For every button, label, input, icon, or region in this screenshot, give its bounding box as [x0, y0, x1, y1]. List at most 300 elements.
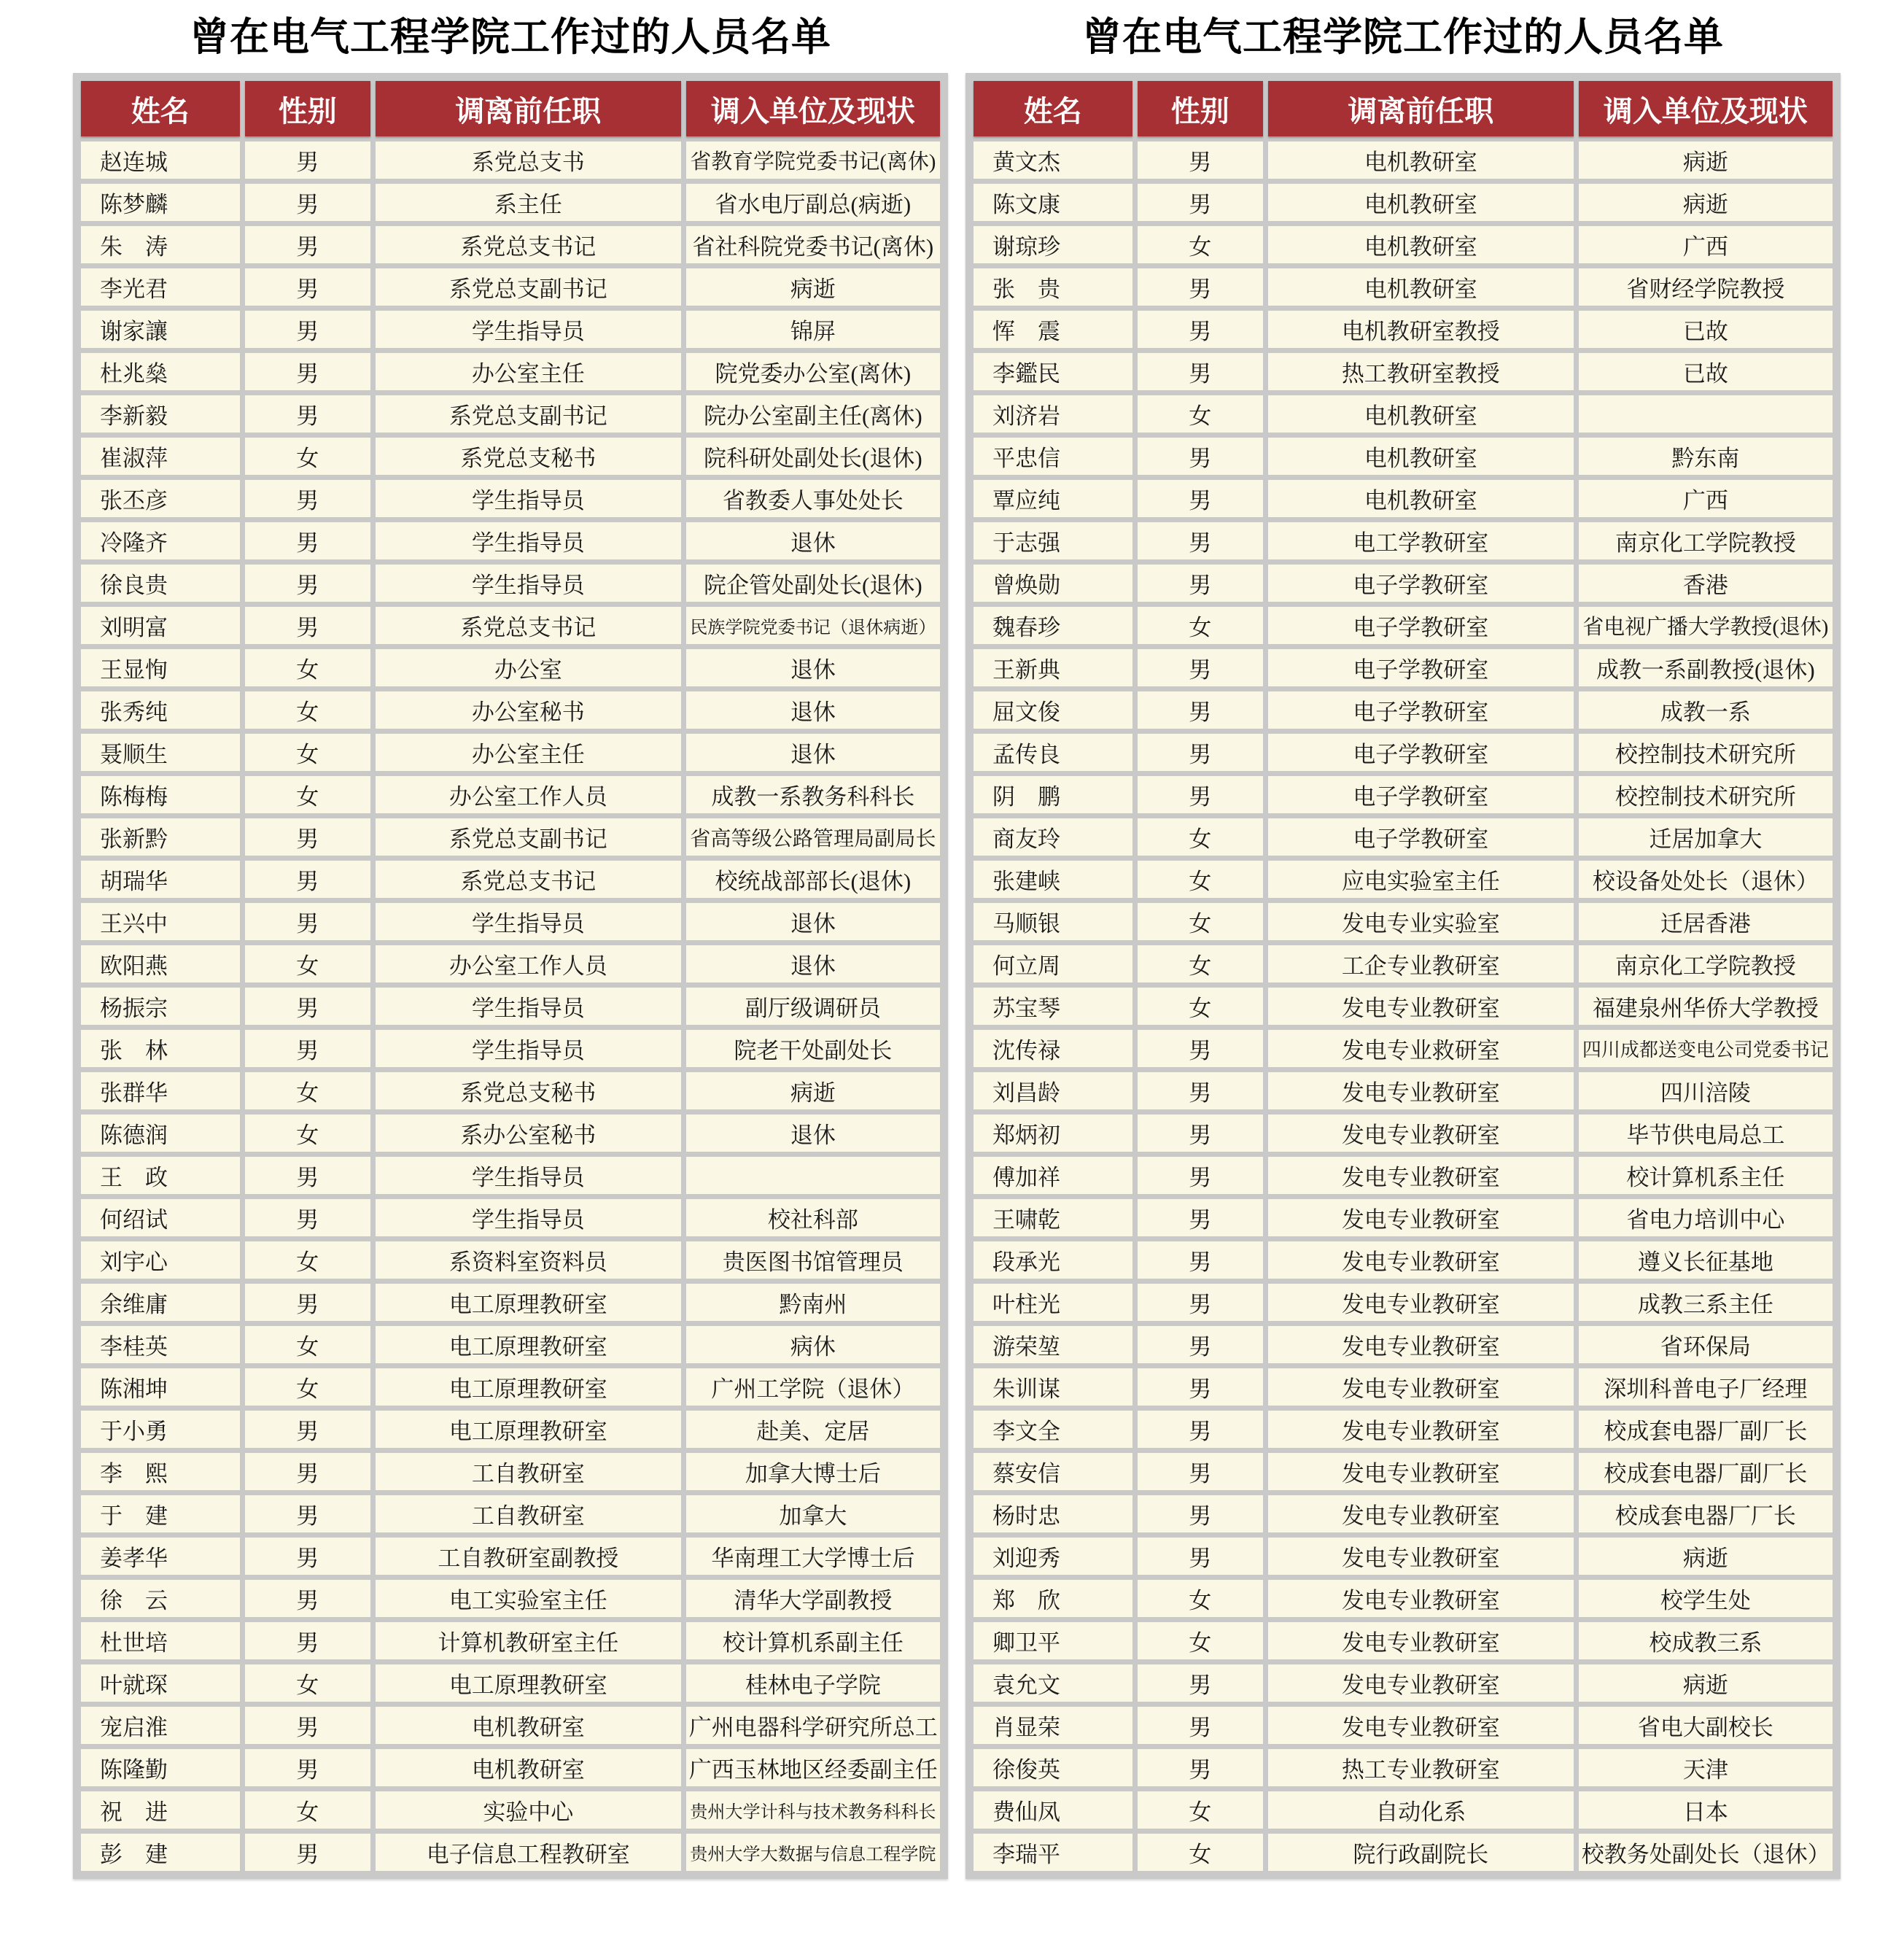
- cell: 王 政: [81, 1157, 240, 1194]
- cell: 男: [1138, 480, 1263, 517]
- table-row: [974, 1749, 1833, 1786]
- cell: 发电专业实验室: [1268, 903, 1574, 940]
- cell: 女: [245, 1664, 370, 1702]
- cell: 男: [245, 1157, 370, 1194]
- cell: 电机教研室: [376, 1749, 681, 1786]
- cell: 男: [245, 184, 370, 221]
- cell: 发电专业教研室: [1268, 1495, 1574, 1532]
- cell: 男: [1138, 776, 1263, 813]
- cell: 女: [245, 1326, 370, 1363]
- cell: 省社科院党委书记(离休): [686, 226, 940, 263]
- cell: 省电大副校长: [1579, 1707, 1833, 1744]
- table-row: [81, 1580, 940, 1617]
- cell: 热工专业教研室: [1268, 1749, 1574, 1786]
- cell: 贵医图书馆管理员: [686, 1241, 940, 1279]
- table-row: [81, 142, 940, 179]
- table-row: [81, 311, 940, 348]
- cell: 彭 建: [81, 1834, 240, 1871]
- cell: 屈文俊: [974, 691, 1132, 729]
- cell: 张 林: [81, 1030, 240, 1067]
- cell: 成教一系: [1579, 691, 1833, 729]
- cell: 发电专业教研室: [1268, 1580, 1574, 1617]
- cell: 郑 欣: [974, 1580, 1132, 1617]
- cell: 黔南州: [686, 1284, 940, 1321]
- cell: 病逝: [1579, 184, 1833, 221]
- header-row: [974, 81, 1833, 136]
- table-row: [81, 1157, 940, 1194]
- table-row: [81, 1326, 940, 1363]
- table-row: [974, 1284, 1833, 1321]
- table-row: [974, 1115, 1833, 1152]
- cell: 广西: [1579, 480, 1833, 517]
- cell: 女: [1138, 1791, 1263, 1829]
- table-row: [974, 649, 1833, 686]
- cell: 成教一系副教授(退休): [1579, 649, 1833, 686]
- table-row: [974, 1368, 1833, 1406]
- cell: 系党总支书记: [376, 607, 681, 644]
- cell: 聂顺生: [81, 734, 240, 771]
- cell: 学生指导员: [376, 988, 681, 1025]
- cell: 女: [1138, 607, 1263, 644]
- cell: 陈湘坤: [81, 1368, 240, 1406]
- cell: 遵义长征基地: [1579, 1241, 1833, 1279]
- table-row: [81, 353, 940, 390]
- cell: 电机教研室: [376, 1707, 681, 1744]
- cell: 办公室工作人员: [376, 776, 681, 813]
- cell: 谢琼珍: [974, 226, 1132, 263]
- table-row: [974, 184, 1833, 221]
- cell: 苏宝琴: [974, 988, 1132, 1025]
- table-row: [974, 1538, 1833, 1575]
- cell: 男: [245, 142, 370, 179]
- cell: 华南理工大学博士后: [686, 1538, 940, 1575]
- cell: 男: [245, 861, 370, 898]
- table-frame: [965, 73, 1841, 1879]
- cell: 省高等级公路管理局副局长: [686, 818, 940, 856]
- table-row: [81, 1749, 940, 1786]
- table-row: [81, 734, 940, 771]
- cell: 张群华: [81, 1072, 240, 1109]
- cell: 电机教研室教授: [1268, 311, 1574, 348]
- cell: 广州工学院（退休）: [686, 1368, 940, 1406]
- table-row: [974, 903, 1833, 940]
- cell: 计算机教研室主任: [376, 1622, 681, 1659]
- cell: 校成套电器厂副厂长: [1579, 1453, 1833, 1490]
- cell: 系党总支秘书: [376, 438, 681, 475]
- table-row: [974, 1453, 1833, 1490]
- cell: 胡瑞华: [81, 861, 240, 898]
- cell: 李 熙: [81, 1453, 240, 1490]
- cell: 女: [245, 691, 370, 729]
- cell: 病逝: [686, 1072, 940, 1109]
- cell: 南京化工学院教授: [1579, 522, 1833, 559]
- cell: 段承光: [974, 1241, 1132, 1279]
- cell: 男: [245, 1749, 370, 1786]
- cell: 男: [1138, 1199, 1263, 1236]
- cell: 男: [1138, 1241, 1263, 1279]
- cell: 学生指导员: [376, 903, 681, 940]
- cell: 商友玲: [974, 818, 1132, 856]
- table-row: [81, 691, 940, 729]
- cell: 电机教研室: [1268, 268, 1574, 306]
- cell: 病休: [686, 1326, 940, 1363]
- cell: 恽 震: [974, 311, 1132, 348]
- table-row: [81, 565, 940, 602]
- cell: 男: [1138, 649, 1263, 686]
- cell: 费仙凤: [974, 1791, 1132, 1829]
- table-row: [81, 226, 940, 263]
- cell: 男: [1138, 1326, 1263, 1363]
- cell: 加拿大: [686, 1495, 940, 1532]
- cell: 张丕彦: [81, 480, 240, 517]
- table-row: [974, 1495, 1833, 1532]
- cell: 四川成都送变电公司党委书记: [1579, 1030, 1833, 1067]
- cell: 系办公室秘书: [376, 1115, 681, 1152]
- cell: 赵连城: [81, 142, 240, 179]
- cell: 电工原理教研室: [376, 1411, 681, 1448]
- cell: 发电专业教研室: [1268, 1411, 1574, 1448]
- cell: 女: [245, 649, 370, 686]
- cell: 袁允文: [974, 1664, 1132, 1702]
- cell: 张秀纯: [81, 691, 240, 729]
- cell: 男: [245, 1199, 370, 1236]
- cell: 加拿大博士后: [686, 1453, 940, 1490]
- cell: 郑炳初: [974, 1115, 1132, 1152]
- cell: 学生指导员: [376, 1199, 681, 1236]
- table-row: [81, 1241, 940, 1279]
- cell: 刘迎秀: [974, 1538, 1132, 1575]
- table-row: [974, 1622, 1833, 1659]
- cell: 男: [245, 1707, 370, 1744]
- cell: 黔东南: [1579, 438, 1833, 475]
- cell: 锦屏: [686, 311, 940, 348]
- cell: 男: [1138, 1368, 1263, 1406]
- table-row: [974, 1664, 1833, 1702]
- cell: 病逝: [1579, 142, 1833, 179]
- cell: 女: [245, 945, 370, 982]
- cell: 电子信息工程教研室: [376, 1834, 681, 1871]
- cell: 发电专业教研室: [1268, 1622, 1574, 1659]
- cell: 女: [1138, 1622, 1263, 1659]
- cell: 贵州大学大数据与信息工程学院: [686, 1834, 940, 1871]
- table-row: [81, 1707, 940, 1744]
- column-header-name: 姓名: [81, 81, 240, 136]
- cell: 覃应纯: [974, 480, 1132, 517]
- personnel-table: [968, 76, 1838, 1876]
- cell: 女: [1138, 945, 1263, 982]
- cell: 男: [245, 1030, 370, 1067]
- cell: 李新毅: [81, 395, 240, 433]
- table-row: [81, 184, 940, 221]
- cell: 刘宇心: [81, 1241, 240, 1279]
- cell: 女: [245, 1241, 370, 1279]
- cell: 办公室主任: [376, 353, 681, 390]
- cell: 男: [245, 1453, 370, 1490]
- cell: 男: [245, 1538, 370, 1575]
- cell: 电子学教研室: [1268, 649, 1574, 686]
- cell: 成教三系主任: [1579, 1284, 1833, 1321]
- table-row: [81, 1411, 940, 1448]
- cell: 电工学教研室: [1268, 522, 1574, 559]
- cell: 王兴中: [81, 903, 240, 940]
- cell: 天津: [1579, 1749, 1833, 1786]
- cell: 学生指导员: [376, 1030, 681, 1067]
- table-row: [974, 1707, 1833, 1744]
- cell: 系党总支书记: [376, 226, 681, 263]
- table-row: [974, 522, 1833, 559]
- table-row: [81, 945, 940, 982]
- cell: 黄文杰: [974, 142, 1132, 179]
- cell: 女: [245, 438, 370, 475]
- table-row: [81, 607, 940, 644]
- cell: 祝 进: [81, 1791, 240, 1829]
- table-row: [81, 1284, 940, 1321]
- table-row: [974, 1030, 1833, 1067]
- cell: 学生指导员: [376, 480, 681, 517]
- cell: 电子学教研室: [1268, 818, 1574, 856]
- cell: 电工原理教研室: [376, 1284, 681, 1321]
- cell: 女: [1138, 226, 1263, 263]
- cell: 系党总支书: [376, 142, 681, 179]
- cell: 女: [1138, 1834, 1263, 1871]
- cell: 省水电厅副总(病逝): [686, 184, 940, 221]
- cell: 男: [1138, 311, 1263, 348]
- cell: 冷隆齐: [81, 522, 240, 559]
- table-row: [81, 522, 940, 559]
- table-row: [974, 480, 1833, 517]
- table-row: [974, 1241, 1833, 1279]
- cell: 男: [1138, 1749, 1263, 1786]
- cell: 院行政副院长: [1268, 1834, 1574, 1871]
- cell: 肖显荣: [974, 1707, 1132, 1744]
- header-row: [81, 81, 940, 136]
- cell: [1579, 395, 1833, 433]
- cell: 男: [1138, 1411, 1263, 1448]
- cell: 深圳科普电子厂经理: [1579, 1368, 1833, 1406]
- cell: 院办公室副主任(离休): [686, 395, 940, 433]
- cell: 电子学教研室: [1268, 691, 1574, 729]
- cell: 曾焕勋: [974, 565, 1132, 602]
- cell: 男: [245, 988, 370, 1025]
- cell: 女: [245, 1115, 370, 1152]
- cell: 男: [245, 818, 370, 856]
- cell: 热工教研室教授: [1268, 353, 1574, 390]
- cell: 迁居加拿大: [1579, 818, 1833, 856]
- cell: 学生指导员: [376, 522, 681, 559]
- table-row: [974, 1411, 1833, 1448]
- cell: 发电专业教研室: [1268, 1326, 1574, 1363]
- cell: 男: [1138, 1707, 1263, 1744]
- personnel-table: [76, 76, 945, 1876]
- column-header-name: 姓名: [974, 81, 1132, 136]
- cell: 张新黔: [81, 818, 240, 856]
- cell: 日本: [1579, 1791, 1833, 1829]
- cell: 余维庸: [81, 1284, 240, 1321]
- cell: 女: [245, 1791, 370, 1829]
- table-row: [974, 1326, 1833, 1363]
- cell: 女: [245, 1072, 370, 1109]
- cell: 广西: [1579, 226, 1833, 263]
- cell: 系党总支副书记: [376, 818, 681, 856]
- table-row: [81, 395, 940, 433]
- table-row: [81, 1030, 940, 1067]
- cell: 女: [245, 1368, 370, 1406]
- cell: 已故: [1579, 311, 1833, 348]
- cell: 徐 云: [81, 1580, 240, 1617]
- cell: 男: [245, 353, 370, 390]
- column-header-destination-status: 调入单位及现状: [686, 81, 940, 136]
- table-row: [81, 1622, 940, 1659]
- cell: 男: [1138, 1284, 1263, 1321]
- cell: 女: [245, 776, 370, 813]
- cell: 学生指导员: [376, 1157, 681, 1194]
- table-row: [81, 268, 940, 306]
- table-row: [974, 861, 1833, 898]
- cell: 陈隆勤: [81, 1749, 240, 1786]
- cell: 李桂英: [81, 1326, 240, 1363]
- cell: 院企管处副处长(退休): [686, 565, 940, 602]
- cell: 发电专业教研室: [1268, 1199, 1574, 1236]
- cell: 男: [1138, 353, 1263, 390]
- cell: 男: [1138, 691, 1263, 729]
- cell: 张建峡: [974, 861, 1132, 898]
- cell: 于 建: [81, 1495, 240, 1532]
- cell: 刘明富: [81, 607, 240, 644]
- cell: 男: [245, 480, 370, 517]
- cell: 退休: [686, 522, 940, 559]
- cell: 赴美、定居: [686, 1411, 940, 1448]
- cell: 发电专业教研室: [1268, 1284, 1574, 1321]
- table-row: [974, 1157, 1833, 1194]
- cell: 省教育学院党委书记(离休): [686, 142, 940, 179]
- cell: 陈梦麟: [81, 184, 240, 221]
- cell: 电机教研室: [1268, 395, 1574, 433]
- cell: 女: [1138, 818, 1263, 856]
- cell: 孟传良: [974, 734, 1132, 771]
- cell: 校计算机系主任: [1579, 1157, 1833, 1194]
- cell: 院党委办公室(离休): [686, 353, 940, 390]
- cell: 工自教研室副教授: [376, 1538, 681, 1575]
- cell: 电工原理教研室: [376, 1664, 681, 1702]
- column-header-destination-status: 调入单位及现状: [1579, 81, 1833, 136]
- cell: 男: [1138, 268, 1263, 306]
- cell: 工自教研室: [376, 1453, 681, 1490]
- cell: 退休: [686, 734, 940, 771]
- table-row: [81, 988, 940, 1025]
- cell: 女: [1138, 988, 1263, 1025]
- cell: 校控制技术研究所: [1579, 734, 1833, 771]
- cell: 桂林电子学院: [686, 1664, 940, 1702]
- table-row: [974, 734, 1833, 771]
- cell: 校设备处处长（退休）: [1579, 861, 1833, 898]
- cell: 男: [1138, 1030, 1263, 1067]
- cell: 发电专业教研室: [1268, 1157, 1574, 1194]
- cell: 杜兆燊: [81, 353, 240, 390]
- cell: 于志强: [974, 522, 1132, 559]
- cell: 省教委人事处处长: [686, 480, 940, 517]
- right-table-panel: [965, 13, 1841, 1879]
- cell: 姜孝华: [81, 1538, 240, 1575]
- cell: 男: [1138, 1157, 1263, 1194]
- cell: 广州电器科学研究所总工: [686, 1707, 940, 1744]
- cell: 校社科部: [686, 1199, 940, 1236]
- cell: 魏春珍: [974, 607, 1132, 644]
- cell: 陈文康: [974, 184, 1132, 221]
- cell: 男: [1138, 142, 1263, 179]
- cell: 发电专业教研室: [1268, 1072, 1574, 1109]
- table-row: [974, 691, 1833, 729]
- cell: 朱 涛: [81, 226, 240, 263]
- cell: 院老干处副处长: [686, 1030, 940, 1067]
- cell: 男: [1138, 565, 1263, 602]
- cell: 电机教研室: [1268, 142, 1574, 179]
- table-row: [974, 142, 1833, 179]
- cell: 广西玉林地区经委副主任: [686, 1749, 940, 1786]
- cell: 省财经学院教授: [1579, 268, 1833, 306]
- cell: 发电专业教研室: [1268, 1368, 1574, 1406]
- cell: 李瑞平: [974, 1834, 1132, 1871]
- cell: 院科研处副处长(退休): [686, 438, 940, 475]
- cell: 欧阳燕: [81, 945, 240, 982]
- cell: 自动化系: [1268, 1791, 1574, 1829]
- cell: 病逝: [686, 268, 940, 306]
- table-row: [81, 1834, 940, 1871]
- cell: 男: [245, 522, 370, 559]
- table-row: [974, 988, 1833, 1025]
- table-row: [974, 1072, 1833, 1109]
- cell: 谢家讓: [81, 311, 240, 348]
- cell: 校成套电器厂厂长: [1579, 1495, 1833, 1532]
- cell: 男: [245, 1834, 370, 1871]
- cell: 陈德润: [81, 1115, 240, 1152]
- table-row: [81, 480, 940, 517]
- cell: 男: [245, 395, 370, 433]
- left-table-panel: [73, 13, 948, 1879]
- table-row: [974, 226, 1833, 263]
- cell: 杜世培: [81, 1622, 240, 1659]
- cell: 南京化工学院教授: [1579, 945, 1833, 982]
- cell: 副厅级调研员: [686, 988, 940, 1025]
- cell: 电机教研室: [1268, 480, 1574, 517]
- cell: 蔡安信: [974, 1453, 1132, 1490]
- cell: 已故: [1579, 353, 1833, 390]
- cell: 退休: [686, 649, 940, 686]
- cell: 徐俊英: [974, 1749, 1132, 1786]
- cell: 刘济岩: [974, 395, 1132, 433]
- cell: 民族学院党委书记（退休病逝）: [686, 607, 940, 644]
- cell: 王新典: [974, 649, 1132, 686]
- cell: 校学生处: [1579, 1580, 1833, 1617]
- cell: 工企专业教研室: [1268, 945, 1574, 982]
- cell: 成教一系教务科科长: [686, 776, 940, 813]
- cell: 男: [1138, 184, 1263, 221]
- cell: 省环保局: [1579, 1326, 1833, 1363]
- cell: 发电专业教研室: [1268, 1241, 1574, 1279]
- cell: 游荣堃: [974, 1326, 1132, 1363]
- cell: 陈梅梅: [81, 776, 240, 813]
- cell: 男: [245, 565, 370, 602]
- table-frame: [73, 73, 948, 1879]
- column-header-gender: 性别: [245, 81, 370, 136]
- cell: 宠启淮: [81, 1707, 240, 1744]
- cell: 系党总支副书记: [376, 268, 681, 306]
- cell: 王显恂: [81, 649, 240, 686]
- cell: 男: [245, 607, 370, 644]
- table-row: [81, 1199, 940, 1236]
- cell: 发电专业教研室: [1268, 1707, 1574, 1744]
- cell: 男: [1138, 1664, 1263, 1702]
- cell: 傅加祥: [974, 1157, 1132, 1194]
